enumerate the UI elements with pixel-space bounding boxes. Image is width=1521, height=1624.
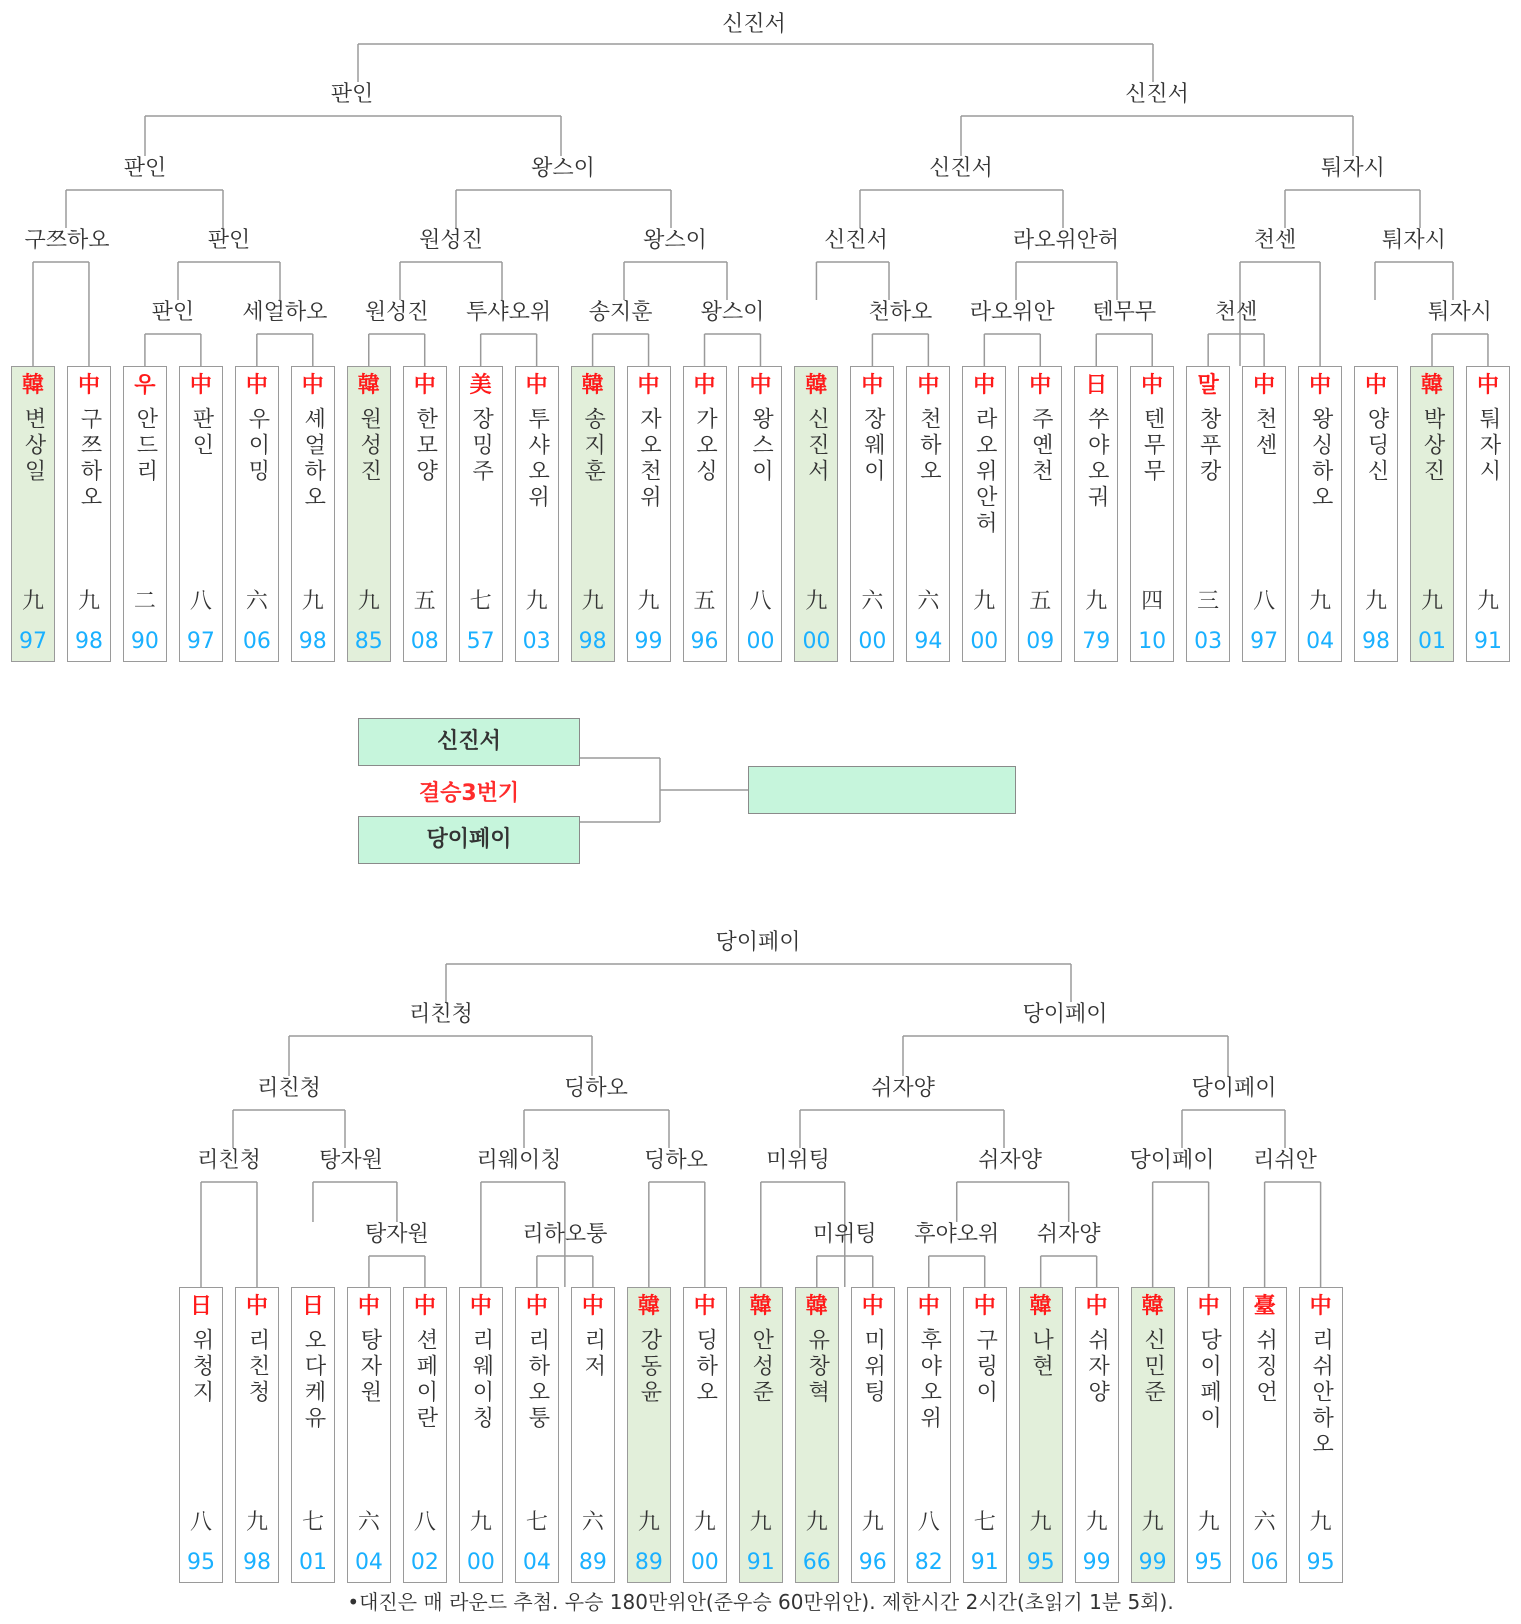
player-name: 신진서 xyxy=(804,407,830,485)
player-country: 韓 xyxy=(1420,373,1443,398)
player-card xyxy=(459,366,503,662)
player-dan: 六 xyxy=(581,1510,604,1535)
player-dan: 九 xyxy=(861,1510,884,1535)
player-birth-year: 02 xyxy=(410,1550,439,1575)
player-country: 우 xyxy=(134,373,156,398)
player-dan: 九 xyxy=(805,1510,828,1535)
player-country: 韓 xyxy=(749,1294,772,1319)
player-name: 오다케유 xyxy=(300,1328,326,1432)
player-name: 구쯔하오 xyxy=(76,407,102,511)
player-card xyxy=(1131,1287,1175,1583)
match-winner-label: 당이페이 xyxy=(1129,1148,1215,1173)
player-dan: 九 xyxy=(301,589,324,614)
player-card xyxy=(235,366,279,662)
player-country: 中 xyxy=(1141,373,1164,398)
player-country: 韓 xyxy=(805,1294,828,1319)
match-winner-label: 미위팅 xyxy=(812,1222,877,1247)
match-winner-label: 텐무무 xyxy=(1092,300,1157,325)
player-birth-year: 09 xyxy=(1026,629,1055,654)
player-card xyxy=(1019,1287,1063,1583)
player-name: 송지훈 xyxy=(580,407,606,485)
match-winner-label: 탕자원 xyxy=(319,1148,383,1173)
player-name: 가오싱 xyxy=(692,407,718,485)
player-birth-year: 94 xyxy=(914,629,943,654)
player-name: 리하오퉁 xyxy=(524,1328,550,1432)
player-card xyxy=(291,366,335,662)
player-name: 리친청 xyxy=(244,1328,270,1406)
player-card xyxy=(851,1287,895,1583)
player-name: 딩하오 xyxy=(692,1328,718,1406)
match-winner-label: 송지훈 xyxy=(588,300,653,325)
player-country: 中 xyxy=(1309,1294,1332,1319)
player-name: 퉈자시 xyxy=(1475,407,1501,485)
player-dan: 八 xyxy=(749,589,772,614)
player-name: 박상진 xyxy=(1420,407,1445,485)
player-country: 中 xyxy=(917,373,940,398)
player-country: 中 xyxy=(469,1294,492,1319)
match-winner-label: 세얼하오 xyxy=(242,300,328,325)
player-name: 원성진 xyxy=(356,407,382,485)
match-winner-label: 쉬자양 xyxy=(1036,1222,1101,1247)
player-name: 변상일 xyxy=(21,407,46,485)
player-card xyxy=(794,366,838,662)
player-name: 탕자원 xyxy=(356,1328,382,1406)
player-card xyxy=(291,1287,335,1583)
match-winner-label: 탕자원 xyxy=(365,1222,429,1247)
player-birth-year: 04 xyxy=(354,1550,383,1575)
player-country: 中 xyxy=(1476,373,1499,398)
player-card xyxy=(1243,1287,1287,1583)
match-winner-label: 천센 xyxy=(1253,228,1297,253)
player-dan: 九 xyxy=(1309,589,1332,614)
player-name: 리쉬안하오 xyxy=(1308,1328,1334,1458)
player-dan: 三 xyxy=(1197,589,1220,614)
match-winner-label: 구쯔하오 xyxy=(24,228,110,253)
player-country: 中 xyxy=(973,1294,996,1319)
player-country: 臺 xyxy=(1253,1294,1276,1319)
match-winner-label: 쉬자양 xyxy=(978,1148,1042,1173)
match-winner-label: 후야오위 xyxy=(914,1222,1000,1247)
player-card xyxy=(1354,366,1398,662)
player-name: 쉬자양 xyxy=(1084,1328,1110,1406)
player-birth-year: 91 xyxy=(746,1550,775,1575)
player-dan: 九 xyxy=(469,1510,492,1535)
player-dan: 九 xyxy=(1420,589,1443,614)
player-birth-year: 91 xyxy=(1473,629,1502,654)
player-country: 中 xyxy=(77,373,100,398)
player-dan: 九 xyxy=(637,589,660,614)
player-birth-year: 01 xyxy=(1418,629,1446,654)
player-dan: 六 xyxy=(1253,1510,1276,1535)
player-country: 中 xyxy=(1309,373,1332,398)
player-birth-year: 82 xyxy=(914,1550,943,1575)
player-name: 리웨이칭 xyxy=(468,1328,494,1432)
player-country: 中 xyxy=(693,1294,716,1319)
player-country: 中 xyxy=(1253,373,1276,398)
player-name: 왕싱하오 xyxy=(1308,407,1334,511)
player-dan: 六 xyxy=(357,1510,380,1535)
player-dan: 八 xyxy=(1253,589,1276,614)
player-country: 韓 xyxy=(1029,1294,1052,1319)
player-dan: 九 xyxy=(1197,1510,1220,1535)
player-name: 쉬징언 xyxy=(1252,1328,1278,1406)
player-dan: 九 xyxy=(357,589,380,614)
match-winner-label: 퉈자시 xyxy=(1382,228,1446,253)
player-dan: 五 xyxy=(693,589,716,614)
match-winner-label: 딩하오 xyxy=(644,1148,708,1173)
player-dan: 八 xyxy=(189,589,212,614)
player-name: 왕스이 xyxy=(748,407,774,485)
player-name: 천하오 xyxy=(916,407,942,485)
player-card xyxy=(739,1287,783,1583)
player-card xyxy=(1242,366,1286,662)
player-card xyxy=(459,1287,503,1583)
player-name: 라오위안허 xyxy=(972,407,998,537)
player-card xyxy=(627,1287,671,1583)
player-card xyxy=(907,1287,951,1583)
player-dan: 九 xyxy=(245,1510,268,1535)
player-birth-year: 99 xyxy=(634,629,663,654)
player-dan: 九 xyxy=(581,589,604,614)
player-card xyxy=(403,1287,447,1583)
player-name: 안드리 xyxy=(132,407,158,485)
player-dan: 九 xyxy=(1365,589,1388,614)
player-name: 우이밍 xyxy=(244,407,270,485)
player-dan: 九 xyxy=(525,589,548,614)
player-card xyxy=(11,366,55,662)
player-country: 中 xyxy=(1197,1294,1220,1319)
player-country: 美 xyxy=(469,373,492,398)
player-birth-year: 96 xyxy=(690,629,719,654)
player-dan: 五 xyxy=(1029,589,1052,614)
player-name: 신민준 xyxy=(1140,1328,1166,1406)
match-winner-label: 라오위안허 xyxy=(1012,228,1120,253)
player-country: 韓 xyxy=(581,373,604,398)
player-birth-year: 06 xyxy=(242,629,271,654)
player-card xyxy=(1074,366,1118,662)
final-winner-box xyxy=(748,766,1016,814)
player-birth-year: 00 xyxy=(970,629,999,654)
player-country: 中 xyxy=(861,373,884,398)
player-card xyxy=(1410,366,1454,662)
player-name: 장밍주 xyxy=(468,407,494,485)
match-winner-label: 라오위안 xyxy=(969,300,1055,325)
player-name: 텐무무 xyxy=(1140,407,1166,485)
player-name: 나현 xyxy=(1028,1328,1054,1380)
match-winner-label: 원성진 xyxy=(364,300,429,325)
player-country: 韓 xyxy=(805,373,828,398)
player-name: 강동윤 xyxy=(636,1328,662,1406)
player-card xyxy=(963,1287,1007,1583)
player-birth-year: 57 xyxy=(466,629,495,654)
player-country: 말 xyxy=(1197,373,1219,398)
player-name: 후야오위 xyxy=(916,1328,942,1432)
player-name: 천센 xyxy=(1252,407,1278,459)
player-card xyxy=(347,1287,391,1583)
match-winner-label: 당이페이 xyxy=(1191,1076,1277,1101)
player-birth-year: 95 xyxy=(1194,1550,1223,1575)
player-card xyxy=(683,1287,727,1583)
player-country: 中 xyxy=(917,1294,940,1319)
player-birth-year: 85 xyxy=(354,629,383,654)
match-winner-label: 쉬자양 xyxy=(871,1076,935,1101)
player-country: 韓 xyxy=(357,373,380,398)
player-birth-year: 97 xyxy=(1250,629,1279,654)
player-country: 中 xyxy=(581,1294,604,1319)
player-country: 中 xyxy=(1029,373,1052,398)
player-birth-year: 00 xyxy=(746,629,775,654)
final-round-note: 결승3번기 xyxy=(418,781,520,806)
player-dan: 九 xyxy=(1476,589,1499,614)
match-winner-label: 신진서 xyxy=(722,12,786,37)
player-card xyxy=(123,366,167,662)
player-name: 안성준 xyxy=(748,1328,774,1406)
player-country: 中 xyxy=(1085,1294,1108,1319)
player-card xyxy=(1298,366,1342,662)
player-birth-year: 98 xyxy=(242,1550,271,1575)
player-birth-year: 98 xyxy=(298,629,327,654)
player-name: 쑤야오궈 xyxy=(1084,407,1110,511)
match-winner-label: 판인 xyxy=(330,82,374,107)
player-country: 中 xyxy=(973,373,996,398)
player-card xyxy=(738,366,782,662)
player-name: 판인 xyxy=(188,407,214,459)
player-dan: 七 xyxy=(301,1510,324,1535)
match-winner-label: 딩하오 xyxy=(564,1076,628,1101)
player-dan: 八 xyxy=(189,1510,212,1535)
player-card xyxy=(347,366,391,662)
player-name: 리저 xyxy=(580,1328,606,1380)
player-dan: 九 xyxy=(1141,1510,1164,1535)
player-birth-year: 00 xyxy=(690,1550,719,1575)
player-name: 유창혁 xyxy=(804,1328,830,1406)
player-birth-year: 79 xyxy=(1082,629,1111,654)
player-card xyxy=(627,366,671,662)
player-card xyxy=(1187,1287,1231,1583)
match-winner-label: 리친청 xyxy=(409,1002,473,1027)
player-birth-year: 91 xyxy=(970,1550,999,1575)
match-winner-label: 리쉬안 xyxy=(1253,1148,1317,1173)
match-winner-label: 왕스이 xyxy=(531,156,595,181)
player-card xyxy=(1075,1287,1119,1583)
player-birth-year: 01 xyxy=(298,1550,327,1575)
player-name: 위청지 xyxy=(189,1328,214,1406)
player-card xyxy=(1018,366,1062,662)
match-winner-label: 리웨이칭 xyxy=(476,1148,562,1173)
player-country: 中 xyxy=(413,373,436,398)
player-dan: 七 xyxy=(973,1510,996,1535)
player-name: 자오천위 xyxy=(636,407,662,511)
player-birth-year: 89 xyxy=(634,1550,663,1575)
player-dan: 八 xyxy=(917,1510,940,1535)
player-country: 中 xyxy=(637,373,660,398)
player-name: 양딩신 xyxy=(1364,407,1390,485)
player-card xyxy=(515,1287,559,1583)
player-card xyxy=(571,1287,615,1583)
player-country: 中 xyxy=(357,1294,380,1319)
match-winner-label: 판인 xyxy=(123,156,167,181)
player-dan: 七 xyxy=(525,1510,548,1535)
player-birth-year: 98 xyxy=(74,629,103,654)
player-dan: 六 xyxy=(861,589,884,614)
match-winner-label: 리친청 xyxy=(197,1148,261,1173)
player-country: 中 xyxy=(245,373,268,398)
final-player-b: 당이페이 xyxy=(358,816,580,864)
player-name: 주옌천 xyxy=(1028,407,1054,485)
player-dan: 二 xyxy=(133,589,156,614)
player-name: 구링이 xyxy=(972,1328,998,1406)
player-country: 中 xyxy=(301,373,324,398)
player-birth-year: 10 xyxy=(1138,629,1167,654)
player-card xyxy=(850,366,894,662)
final-player-a: 신진서 xyxy=(358,718,580,766)
player-country: 中 xyxy=(693,373,716,398)
player-card xyxy=(1186,366,1230,662)
player-dan: 九 xyxy=(973,589,996,614)
match-winner-label: 리친청 xyxy=(257,1076,321,1101)
player-country: 中 xyxy=(861,1294,884,1319)
player-birth-year: 99 xyxy=(1138,1550,1167,1575)
match-winner-label: 당이페이 xyxy=(1022,1002,1108,1027)
player-dan: 九 xyxy=(637,1510,660,1535)
player-birth-year: 03 xyxy=(522,629,551,654)
player-birth-year: 00 xyxy=(802,629,831,654)
player-name: 장웨이 xyxy=(860,407,886,485)
match-winner-label: 판인 xyxy=(207,228,251,253)
player-country: 中 xyxy=(413,1294,436,1319)
player-dan: 九 xyxy=(805,589,828,614)
player-dan: 六 xyxy=(245,589,268,614)
player-card xyxy=(906,366,950,662)
player-birth-year: 95 xyxy=(1026,1550,1055,1575)
player-birth-year: 00 xyxy=(466,1550,495,1575)
match-winner-label: 왕스이 xyxy=(700,300,765,325)
player-card xyxy=(403,366,447,662)
player-birth-year: 95 xyxy=(1306,1550,1335,1575)
player-name: 창푸캉 xyxy=(1196,407,1222,485)
player-card xyxy=(1130,366,1174,662)
player-birth-year: 03 xyxy=(1194,629,1223,654)
player-dan: 九 xyxy=(21,589,44,614)
match-winner-label: 신진서 xyxy=(1125,82,1189,107)
player-country: 中 xyxy=(245,1294,268,1319)
player-dan: 五 xyxy=(413,589,436,614)
player-dan: 九 xyxy=(693,1510,716,1535)
player-card xyxy=(1466,366,1510,662)
player-dan: 九 xyxy=(1085,589,1108,614)
player-birth-year: 08 xyxy=(410,629,439,654)
player-card xyxy=(67,366,111,662)
player-dan: 八 xyxy=(413,1510,436,1535)
player-dan: 九 xyxy=(77,589,100,614)
player-birth-year: 06 xyxy=(1250,1550,1279,1575)
player-dan: 九 xyxy=(749,1510,772,1535)
player-country: 中 xyxy=(525,373,548,398)
player-dan: 六 xyxy=(917,589,940,614)
player-birth-year: 97 xyxy=(19,629,47,654)
player-country: 韓 xyxy=(21,373,44,398)
player-country: 韓 xyxy=(1141,1294,1164,1319)
player-birth-year: 00 xyxy=(858,629,887,654)
player-birth-year: 04 xyxy=(522,1550,551,1575)
player-birth-year: 66 xyxy=(802,1550,831,1575)
player-country: 中 xyxy=(189,373,212,398)
player-birth-year: 96 xyxy=(858,1550,887,1575)
player-card xyxy=(1299,1287,1343,1583)
player-birth-year: 04 xyxy=(1306,629,1335,654)
player-country: 中 xyxy=(525,1294,548,1319)
player-dan: 九 xyxy=(1309,1510,1332,1535)
player-card xyxy=(179,366,223,662)
player-country: 日 xyxy=(301,1294,324,1319)
player-name: 미위팅 xyxy=(860,1328,886,1406)
footnote: •대진은 매 라운드 추첨. 우승 180만위안(준우승 60만위안). 제한시간 2시간(초읽기 1분 5회). xyxy=(347,1590,1174,1614)
player-dan: 七 xyxy=(469,589,492,614)
player-name: 당이페이 xyxy=(1196,1328,1222,1432)
match-winner-label: 판인 xyxy=(151,300,195,325)
player-card xyxy=(515,366,559,662)
player-dan: 九 xyxy=(1085,1510,1108,1535)
player-birth-year: 98 xyxy=(578,629,607,654)
player-name: 한모양 xyxy=(412,407,438,485)
player-name: 셰얼하오 xyxy=(300,407,326,511)
match-winner-label: 투샤오위 xyxy=(466,300,552,325)
match-winner-label: 퉈자시 xyxy=(1321,156,1385,181)
match-winner-label: 퉈자시 xyxy=(1428,300,1492,325)
player-dan: 九 xyxy=(1029,1510,1052,1535)
player-birth-year: 90 xyxy=(130,629,159,654)
player-birth-year: 99 xyxy=(1082,1550,1111,1575)
match-winner-label: 원성진 xyxy=(419,228,483,253)
player-birth-year: 97 xyxy=(186,629,215,654)
player-birth-year: 98 xyxy=(1362,629,1391,654)
player-dan: 四 xyxy=(1141,589,1164,614)
match-winner-label: 미위팅 xyxy=(766,1148,830,1173)
match-winner-label: 당이페이 xyxy=(715,930,801,955)
player-card xyxy=(683,366,727,662)
match-winner-label: 천센 xyxy=(1214,300,1258,325)
player-card xyxy=(571,366,615,662)
player-name: 션페이란 xyxy=(412,1328,438,1432)
match-winner-label: 왕스이 xyxy=(643,228,707,253)
player-country: 韓 xyxy=(637,1294,660,1319)
player-card xyxy=(179,1287,223,1583)
match-winner-label: 신진서 xyxy=(824,228,888,253)
player-card xyxy=(795,1287,839,1583)
player-country: 中 xyxy=(1365,373,1388,398)
player-birth-year: 89 xyxy=(578,1550,607,1575)
player-country: 中 xyxy=(749,373,772,398)
player-card xyxy=(235,1287,279,1583)
player-birth-year: 95 xyxy=(187,1550,215,1575)
player-name: 투샤오위 xyxy=(524,407,550,511)
match-winner-label: 신진서 xyxy=(929,156,993,181)
match-winner-label: 천하오 xyxy=(868,300,933,325)
match-winner-label: 리하오퉁 xyxy=(522,1222,608,1247)
player-card xyxy=(962,366,1006,662)
player-country: 日 xyxy=(189,1294,212,1319)
player-country: 日 xyxy=(1085,373,1108,398)
